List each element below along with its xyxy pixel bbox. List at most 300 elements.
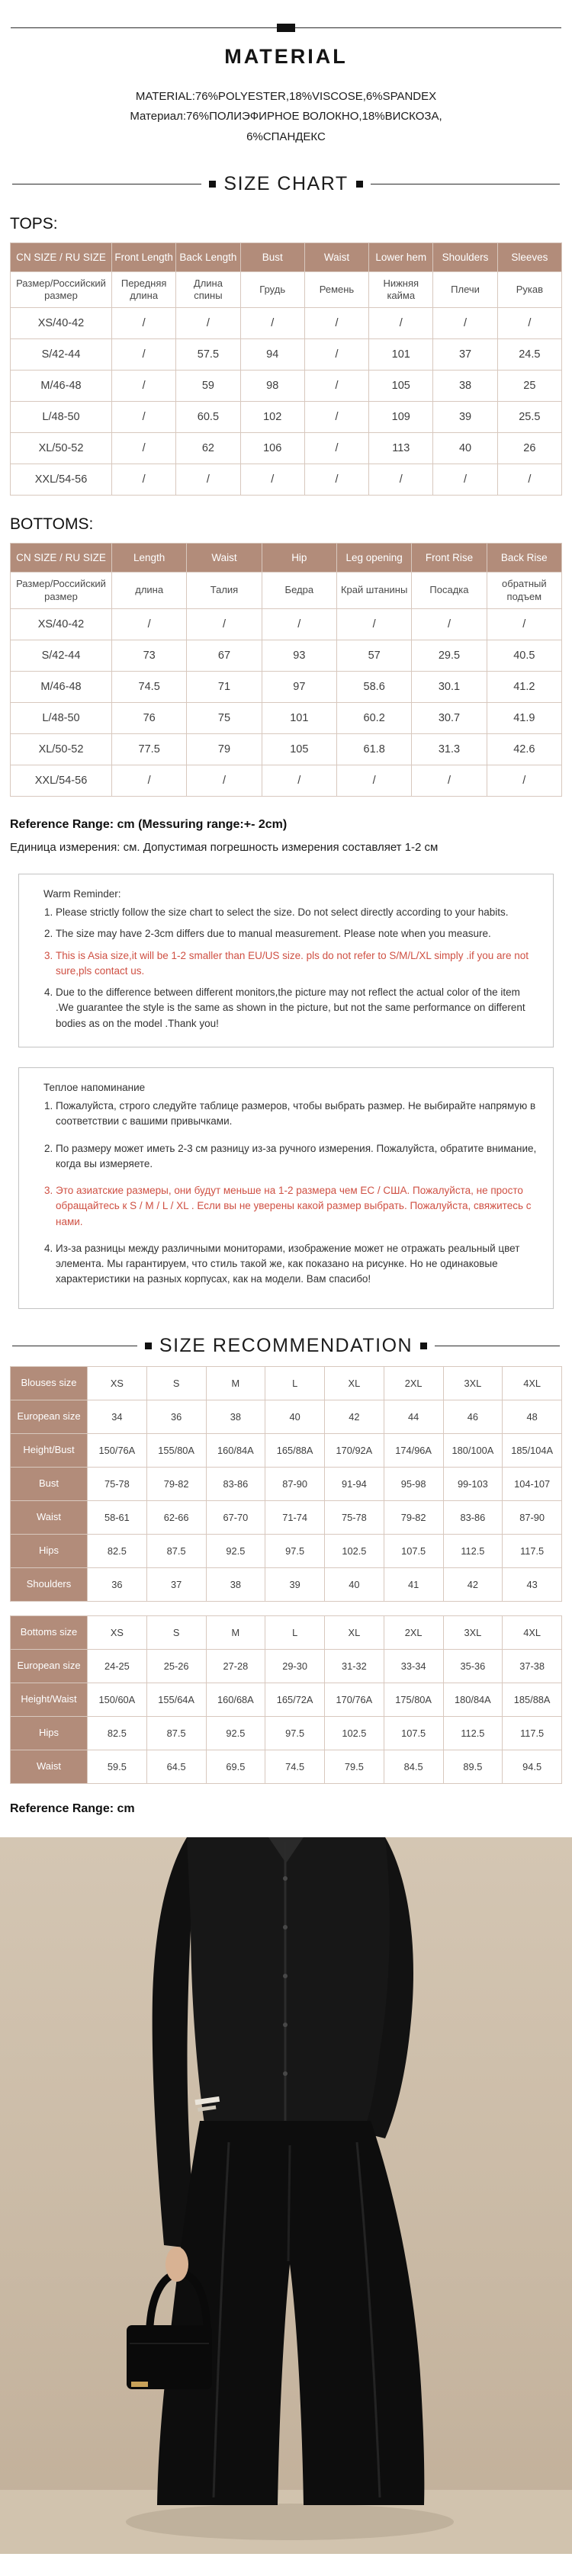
value-cell: / bbox=[497, 464, 561, 496]
value-cell: 43 bbox=[503, 1567, 562, 1601]
column-header-ru: Край штанины bbox=[336, 573, 411, 609]
warm-reminder-list-ru bbox=[33, 1099, 539, 1288]
value-cell: / bbox=[262, 608, 336, 640]
row-label: Height/Waist bbox=[11, 1683, 88, 1716]
value-cell: 34 bbox=[88, 1400, 147, 1433]
column-header-ru: Бедра bbox=[262, 573, 336, 609]
value-cell: 155/64A bbox=[146, 1683, 206, 1716]
value-cell: / bbox=[304, 308, 368, 339]
header-row-ru bbox=[11, 573, 562, 609]
table-row bbox=[11, 402, 562, 433]
value-cell: / bbox=[240, 464, 304, 496]
row-label: Height/Bust bbox=[11, 1433, 88, 1467]
value-cell: 24.5 bbox=[497, 339, 561, 371]
value-cell: 38 bbox=[206, 1567, 265, 1601]
value-cell: 170/92A bbox=[325, 1433, 384, 1467]
value-cell: / bbox=[176, 464, 240, 496]
value-cell: 40 bbox=[325, 1567, 384, 1601]
value-cell: 174/96A bbox=[384, 1433, 443, 1467]
size-cell: L/48-50 bbox=[11, 402, 112, 433]
value-cell: / bbox=[112, 608, 187, 640]
column-header: Front Rise bbox=[412, 544, 487, 573]
reminder-item: 2. По размеру может иметь 2-3 см разницу из-за ручного измерения. Пожалуйста, обратите внимание, когда вы измеряете. bbox=[56, 1141, 539, 1173]
tops-size-table bbox=[10, 242, 562, 496]
value-cell: 40 bbox=[265, 1400, 325, 1433]
column-header-ru: Размер/Российский размер bbox=[11, 573, 112, 609]
value-cell: 25-26 bbox=[146, 1649, 206, 1683]
table-row bbox=[11, 1567, 562, 1601]
bottoms-size-table bbox=[10, 543, 562, 797]
column-header: CN SIZE / RU SIZE bbox=[11, 242, 112, 271]
column-header-ru: длина bbox=[112, 573, 187, 609]
reminder-item: 1. Пожалуйста, строго следуйте таблице размеров, чтобы выбрать размер. Не выбирайте напрямую в соответствии с вашими привычками. bbox=[56, 1099, 539, 1130]
value-cell: 2XL bbox=[384, 1366, 443, 1400]
column-header-ru: Рукав bbox=[497, 271, 561, 308]
value-cell: 44 bbox=[384, 1400, 443, 1433]
value-cell: 102 bbox=[240, 402, 304, 433]
size-cell: XS/40-42 bbox=[11, 608, 112, 640]
table-row bbox=[11, 1500, 562, 1534]
reminder-item: 4. Due to the difference between different monitors,the picture may not reflect the actual color of the item .We guarantee the style is the same as shown in the picture, but not the same performance on different bodies as on the model .Thank you! bbox=[56, 985, 539, 1031]
value-cell: 160/84A bbox=[206, 1433, 265, 1467]
value-cell: 57.5 bbox=[176, 339, 240, 371]
value-cell: / bbox=[412, 608, 487, 640]
value-cell: 105 bbox=[262, 733, 336, 765]
material-line-ru-2: 6%СПАНДЕКС bbox=[246, 130, 326, 143]
material-line-ru: Материал:76%ПОЛИЭФИРНОЕ ВОЛОКНО,18%ВИСКОЗА, bbox=[130, 110, 442, 124]
value-cell: 84.5 bbox=[384, 1750, 443, 1783]
value-cell: / bbox=[187, 608, 262, 640]
value-cell: 48 bbox=[503, 1400, 562, 1433]
reference-range-en: Reference Range: cm (Messuring range:+- 2cm) bbox=[10, 817, 288, 831]
row-label: Hips bbox=[11, 1534, 88, 1567]
square-marker-icon bbox=[145, 1343, 152, 1349]
value-cell: 62 bbox=[176, 433, 240, 464]
value-cell: 4XL bbox=[503, 1366, 562, 1400]
value-cell: 24-25 bbox=[88, 1649, 147, 1683]
value-cell: S bbox=[146, 1615, 206, 1649]
warm-reminder-title-en: Warm Reminder: bbox=[43, 887, 121, 900]
value-cell: 107.5 bbox=[384, 1534, 443, 1567]
table-row bbox=[11, 765, 562, 796]
value-cell: / bbox=[240, 308, 304, 339]
value-cell: 165/72A bbox=[265, 1683, 325, 1716]
value-cell: 117.5 bbox=[503, 1716, 562, 1750]
value-cell: 71-74 bbox=[265, 1500, 325, 1534]
table-row bbox=[11, 733, 562, 765]
reminder-item: 3. Это азиатские размеры, они будут меньше на 1-2 размера чем ЕС / США. Пожалуйста, не просто обращайтесь к S / M / L / XL . Если вы не уверены какой размер выбрать. Пожалуйста, свяжитесь с нами. bbox=[56, 1183, 539, 1230]
value-cell: 37 bbox=[433, 339, 497, 371]
value-cell: 87.5 bbox=[146, 1716, 206, 1750]
value-cell: 59 bbox=[176, 371, 240, 402]
value-cell: 30.1 bbox=[412, 671, 487, 702]
value-cell: 101 bbox=[262, 702, 336, 733]
value-cell: 37 bbox=[146, 1567, 206, 1601]
column-header: Shoulders bbox=[433, 242, 497, 271]
table-row bbox=[11, 371, 562, 402]
size-cell: L/48-50 bbox=[11, 702, 112, 733]
table-row bbox=[11, 671, 562, 702]
row-label: Bottoms size bbox=[11, 1615, 88, 1649]
value-cell: 77.5 bbox=[112, 733, 187, 765]
value-cell: / bbox=[336, 608, 411, 640]
value-cell: M bbox=[206, 1615, 265, 1649]
size-cell: XXL/54-56 bbox=[11, 765, 112, 796]
warm-reminder-title-ru: Теплое напоминание bbox=[43, 1081, 146, 1093]
value-cell: / bbox=[304, 339, 368, 371]
size-cell: S/42-44 bbox=[11, 640, 112, 671]
value-cell: 42 bbox=[325, 1400, 384, 1433]
value-cell: 94.5 bbox=[503, 1750, 562, 1783]
table-row bbox=[11, 464, 562, 496]
reminder-item: 2. The size may have 2-3cm differs due to manual measurement. Please note when you measure. bbox=[56, 926, 539, 942]
row-label: Shoulders bbox=[11, 1567, 88, 1601]
column-header: Bust bbox=[240, 242, 304, 271]
tops-label: TOPS: bbox=[10, 214, 58, 233]
size-cell: XL/50-52 bbox=[11, 433, 112, 464]
value-cell: 26 bbox=[497, 433, 561, 464]
value-cell: 36 bbox=[88, 1567, 147, 1601]
size-cell: S/42-44 bbox=[11, 339, 112, 371]
value-cell: 160/68A bbox=[206, 1683, 265, 1716]
value-cell: 155/80A bbox=[146, 1433, 206, 1467]
value-cell: 93 bbox=[262, 640, 336, 671]
value-cell: XL bbox=[325, 1366, 384, 1400]
column-header-ru: Нижняя кайма bbox=[369, 271, 433, 308]
value-cell: 180/100A bbox=[443, 1433, 503, 1467]
size-cell: XXL/54-56 bbox=[11, 464, 112, 496]
value-cell: 58.6 bbox=[336, 671, 411, 702]
floor-shadow bbox=[126, 2504, 454, 2540]
row-label: European size bbox=[11, 1400, 88, 1433]
value-cell: 41 bbox=[384, 1567, 443, 1601]
value-cell: 185/104A bbox=[503, 1433, 562, 1467]
value-cell: 73 bbox=[112, 640, 187, 671]
value-cell: 165/88A bbox=[265, 1433, 325, 1467]
column-header: Waist bbox=[304, 242, 368, 271]
column-header-ru: Длина спины bbox=[176, 271, 240, 308]
value-cell: 117.5 bbox=[503, 1534, 562, 1567]
value-cell: / bbox=[412, 765, 487, 796]
handbag-body bbox=[127, 2325, 212, 2389]
value-cell: 67-70 bbox=[206, 1500, 265, 1534]
warm-reminder-box-ru bbox=[18, 1067, 554, 1309]
column-header: Lower hem bbox=[369, 242, 433, 271]
value-cell: / bbox=[433, 464, 497, 496]
value-cell: 58-61 bbox=[88, 1500, 147, 1534]
value-cell: / bbox=[304, 402, 368, 433]
value-cell: 25.5 bbox=[497, 402, 561, 433]
column-header-ru: Плечи bbox=[433, 271, 497, 308]
value-cell: 75-78 bbox=[325, 1500, 384, 1534]
value-cell: 64.5 bbox=[146, 1750, 206, 1783]
value-cell: 61.8 bbox=[336, 733, 411, 765]
value-cell: 42.6 bbox=[487, 733, 561, 765]
value-cell: / bbox=[112, 402, 176, 433]
value-cell: 101 bbox=[369, 339, 433, 371]
value-cell: 79 bbox=[187, 733, 262, 765]
value-cell: 4XL bbox=[503, 1615, 562, 1649]
value-cell: 107.5 bbox=[384, 1716, 443, 1750]
value-cell: / bbox=[112, 308, 176, 339]
value-cell: 175/80A bbox=[384, 1683, 443, 1716]
value-cell: 97.5 bbox=[265, 1534, 325, 1567]
value-cell: 2XL bbox=[384, 1615, 443, 1649]
bottoms-recommendation-table bbox=[10, 1615, 562, 1784]
value-cell: 104-107 bbox=[503, 1467, 562, 1500]
value-cell: 109 bbox=[369, 402, 433, 433]
value-cell: 40 bbox=[433, 433, 497, 464]
table-row bbox=[11, 308, 562, 339]
value-cell: 35-36 bbox=[443, 1649, 503, 1683]
value-cell: 98 bbox=[240, 371, 304, 402]
value-cell: / bbox=[112, 464, 176, 496]
value-cell: 42 bbox=[443, 1567, 503, 1601]
column-header: Back Rise bbox=[487, 544, 561, 573]
value-cell: 31-32 bbox=[325, 1649, 384, 1683]
value-cell: 37-38 bbox=[503, 1649, 562, 1683]
table-row bbox=[11, 1649, 562, 1683]
table-row bbox=[11, 1366, 562, 1400]
table-row bbox=[11, 339, 562, 371]
table-row bbox=[11, 1400, 562, 1433]
table-row bbox=[11, 1683, 562, 1716]
row-label: Bust bbox=[11, 1467, 88, 1500]
value-cell: 87.5 bbox=[146, 1534, 206, 1567]
table-row bbox=[11, 702, 562, 733]
value-cell: 41.2 bbox=[487, 671, 561, 702]
table-row bbox=[11, 1716, 562, 1750]
square-marker-icon bbox=[277, 24, 295, 32]
value-cell: / bbox=[336, 765, 411, 796]
value-cell: / bbox=[369, 308, 433, 339]
column-header-ru: Ремень bbox=[304, 271, 368, 308]
value-cell: 106 bbox=[240, 433, 304, 464]
value-cell: 97 bbox=[262, 671, 336, 702]
warm-reminder-box-en bbox=[18, 874, 554, 1047]
value-cell: 3XL bbox=[443, 1366, 503, 1400]
value-cell: 150/76A bbox=[88, 1433, 147, 1467]
value-cell: 40.5 bbox=[487, 640, 561, 671]
value-cell: M bbox=[206, 1366, 265, 1400]
size-cell: M/46-48 bbox=[11, 371, 112, 402]
value-cell: 31.3 bbox=[412, 733, 487, 765]
value-cell: 79.5 bbox=[325, 1750, 384, 1783]
table-row bbox=[11, 1534, 562, 1567]
table-row bbox=[11, 1615, 562, 1649]
value-cell: / bbox=[369, 464, 433, 496]
row-label: Blouses size bbox=[11, 1366, 88, 1400]
value-cell: 89.5 bbox=[443, 1750, 503, 1783]
value-cell: XL bbox=[325, 1615, 384, 1649]
size-chart-title: SIZE CHART bbox=[223, 172, 349, 194]
value-cell: XS bbox=[88, 1615, 147, 1649]
value-cell: 33-34 bbox=[384, 1649, 443, 1683]
column-header: Leg opening bbox=[336, 544, 411, 573]
value-cell: 112.5 bbox=[443, 1534, 503, 1567]
size-cell: XS/40-42 bbox=[11, 308, 112, 339]
size-chart-header bbox=[12, 173, 560, 195]
table-row bbox=[11, 1467, 562, 1500]
blouses-recommendation-table bbox=[10, 1366, 562, 1602]
value-cell: 99-103 bbox=[443, 1467, 503, 1500]
column-header: CN SIZE / RU SIZE bbox=[11, 544, 112, 573]
value-cell: / bbox=[112, 371, 176, 402]
value-cell: 36 bbox=[146, 1400, 206, 1433]
value-cell: / bbox=[112, 433, 176, 464]
column-header-ru: Передняя длина bbox=[112, 271, 176, 308]
value-cell: 97.5 bbox=[265, 1716, 325, 1750]
value-cell: 60.2 bbox=[336, 702, 411, 733]
value-cell: 95-98 bbox=[384, 1467, 443, 1500]
value-cell: 75-78 bbox=[88, 1467, 147, 1500]
product-photo bbox=[0, 1837, 572, 2554]
value-cell: 92.5 bbox=[206, 1716, 265, 1750]
value-cell: 113 bbox=[369, 433, 433, 464]
value-cell: 92.5 bbox=[206, 1534, 265, 1567]
value-cell: 30.7 bbox=[412, 702, 487, 733]
material-title: MATERIAL bbox=[224, 45, 348, 68]
value-cell: L bbox=[265, 1615, 325, 1649]
value-cell: / bbox=[497, 308, 561, 339]
row-label: Hips bbox=[11, 1716, 88, 1750]
value-cell: 29-30 bbox=[265, 1649, 325, 1683]
material-composition bbox=[0, 87, 572, 147]
column-header-ru: Посадка bbox=[412, 573, 487, 609]
value-cell: / bbox=[187, 765, 262, 796]
value-cell: 87-90 bbox=[503, 1500, 562, 1534]
square-marker-icon bbox=[209, 181, 216, 188]
column-header: Front Length bbox=[112, 242, 176, 271]
value-cell: 67 bbox=[187, 640, 262, 671]
column-header: Sleeves bbox=[497, 242, 561, 271]
header-row-en bbox=[11, 242, 562, 271]
value-cell: XS bbox=[88, 1366, 147, 1400]
reference-range-recommendation: Reference Range: cm bbox=[10, 1801, 135, 1815]
size-cell: M/46-48 bbox=[11, 671, 112, 702]
reminder-item: 1. Please strictly follow the size chart to select the size. Do not select directly according to your habits. bbox=[56, 905, 539, 920]
value-cell: / bbox=[487, 765, 561, 796]
value-cell: 180/84A bbox=[443, 1683, 503, 1716]
hand bbox=[165, 2247, 188, 2282]
value-cell: 3XL bbox=[443, 1615, 503, 1649]
value-cell: 75 bbox=[187, 702, 262, 733]
size-recommendation-header bbox=[12, 1335, 560, 1357]
column-header-ru: Талия bbox=[187, 573, 262, 609]
column-header-ru: Размер/Российский размер bbox=[11, 271, 112, 308]
bottoms-label: BOTTOMS: bbox=[10, 515, 94, 534]
reference-range-ru: Единица измерения: см. Допустимая погрешность измерения составляет 1-2 см bbox=[10, 840, 439, 854]
table-row bbox=[11, 640, 562, 671]
table-row bbox=[11, 1750, 562, 1783]
value-cell: 46 bbox=[443, 1400, 503, 1433]
value-cell: / bbox=[304, 464, 368, 496]
value-cell: 83-86 bbox=[443, 1500, 503, 1534]
value-cell: / bbox=[433, 308, 497, 339]
value-cell: 39 bbox=[433, 402, 497, 433]
value-cell: 60.5 bbox=[176, 402, 240, 433]
handbag-gold-clasp bbox=[131, 2382, 148, 2387]
value-cell: 29.5 bbox=[412, 640, 487, 671]
value-cell: 74.5 bbox=[112, 671, 187, 702]
divider-line bbox=[11, 27, 561, 28]
size-recommendation-title: SIZE RECOMMENDATION bbox=[159, 1334, 413, 1356]
table-row bbox=[11, 608, 562, 640]
value-cell: / bbox=[304, 371, 368, 402]
value-cell: S bbox=[146, 1366, 206, 1400]
header-row-ru bbox=[11, 271, 562, 308]
material-line-en: MATERIAL:76%POLYESTER,18%VISCOSE,6%SPANDEX bbox=[135, 90, 437, 103]
reminder-item: 4. Из-за разницы между различными мониторами, изображение может не отражать реальный цвет элемента. Мы гарантируем, что стиль такой же, как показано на рисунке. Но не одинаковые характеристики на разных корпусах, как на модели. Вам спасибо! bbox=[56, 1241, 539, 1288]
value-cell: 62-66 bbox=[146, 1500, 206, 1534]
value-cell: 76 bbox=[112, 702, 187, 733]
value-cell: / bbox=[262, 765, 336, 796]
model-photo-illustration bbox=[0, 1837, 572, 2554]
table-row bbox=[11, 1433, 562, 1467]
square-marker-icon bbox=[356, 181, 363, 188]
value-cell: 102.5 bbox=[325, 1716, 384, 1750]
value-cell: 79-82 bbox=[146, 1467, 206, 1500]
value-cell: 102.5 bbox=[325, 1534, 384, 1567]
value-cell: / bbox=[112, 765, 187, 796]
value-cell: 94 bbox=[240, 339, 304, 371]
column-header-ru: обратный подъем bbox=[487, 573, 561, 609]
value-cell: 79-82 bbox=[384, 1500, 443, 1534]
value-cell: / bbox=[487, 608, 561, 640]
value-cell: 39 bbox=[265, 1567, 325, 1601]
value-cell: 150/60A bbox=[88, 1683, 147, 1716]
value-cell: / bbox=[112, 339, 176, 371]
row-label: Waist bbox=[11, 1750, 88, 1783]
value-cell: 38 bbox=[433, 371, 497, 402]
value-cell: 112.5 bbox=[443, 1716, 503, 1750]
column-header: Hip bbox=[262, 544, 336, 573]
value-cell: 71 bbox=[187, 671, 262, 702]
value-cell: 41.9 bbox=[487, 702, 561, 733]
value-cell: 87-90 bbox=[265, 1467, 325, 1500]
value-cell: / bbox=[304, 433, 368, 464]
value-cell: 82.5 bbox=[88, 1534, 147, 1567]
value-cell: 91-94 bbox=[325, 1467, 384, 1500]
column-header: Back Length bbox=[176, 242, 240, 271]
value-cell: 105 bbox=[369, 371, 433, 402]
column-header: Waist bbox=[187, 544, 262, 573]
value-cell: 170/76A bbox=[325, 1683, 384, 1716]
header-row-en bbox=[11, 544, 562, 573]
material-section-header bbox=[11, 27, 561, 69]
value-cell: 57 bbox=[336, 640, 411, 671]
size-cell: XL/50-52 bbox=[11, 733, 112, 765]
table-row bbox=[11, 433, 562, 464]
value-cell: 185/88A bbox=[503, 1683, 562, 1716]
value-cell: 25 bbox=[497, 371, 561, 402]
square-marker-icon bbox=[420, 1343, 427, 1349]
value-cell: / bbox=[176, 308, 240, 339]
value-cell: 74.5 bbox=[265, 1750, 325, 1783]
value-cell: L bbox=[265, 1366, 325, 1400]
row-label: European size bbox=[11, 1649, 88, 1683]
value-cell: 82.5 bbox=[88, 1716, 147, 1750]
value-cell: 83-86 bbox=[206, 1467, 265, 1500]
warm-reminder-list-en bbox=[33, 905, 539, 1031]
value-cell: 38 bbox=[206, 1400, 265, 1433]
column-header-ru: Грудь bbox=[240, 271, 304, 308]
column-header: Length bbox=[112, 544, 187, 573]
value-cell: 59.5 bbox=[88, 1750, 147, 1783]
value-cell: 27-28 bbox=[206, 1649, 265, 1683]
row-label: Waist bbox=[11, 1500, 88, 1534]
value-cell: 69.5 bbox=[206, 1750, 265, 1783]
